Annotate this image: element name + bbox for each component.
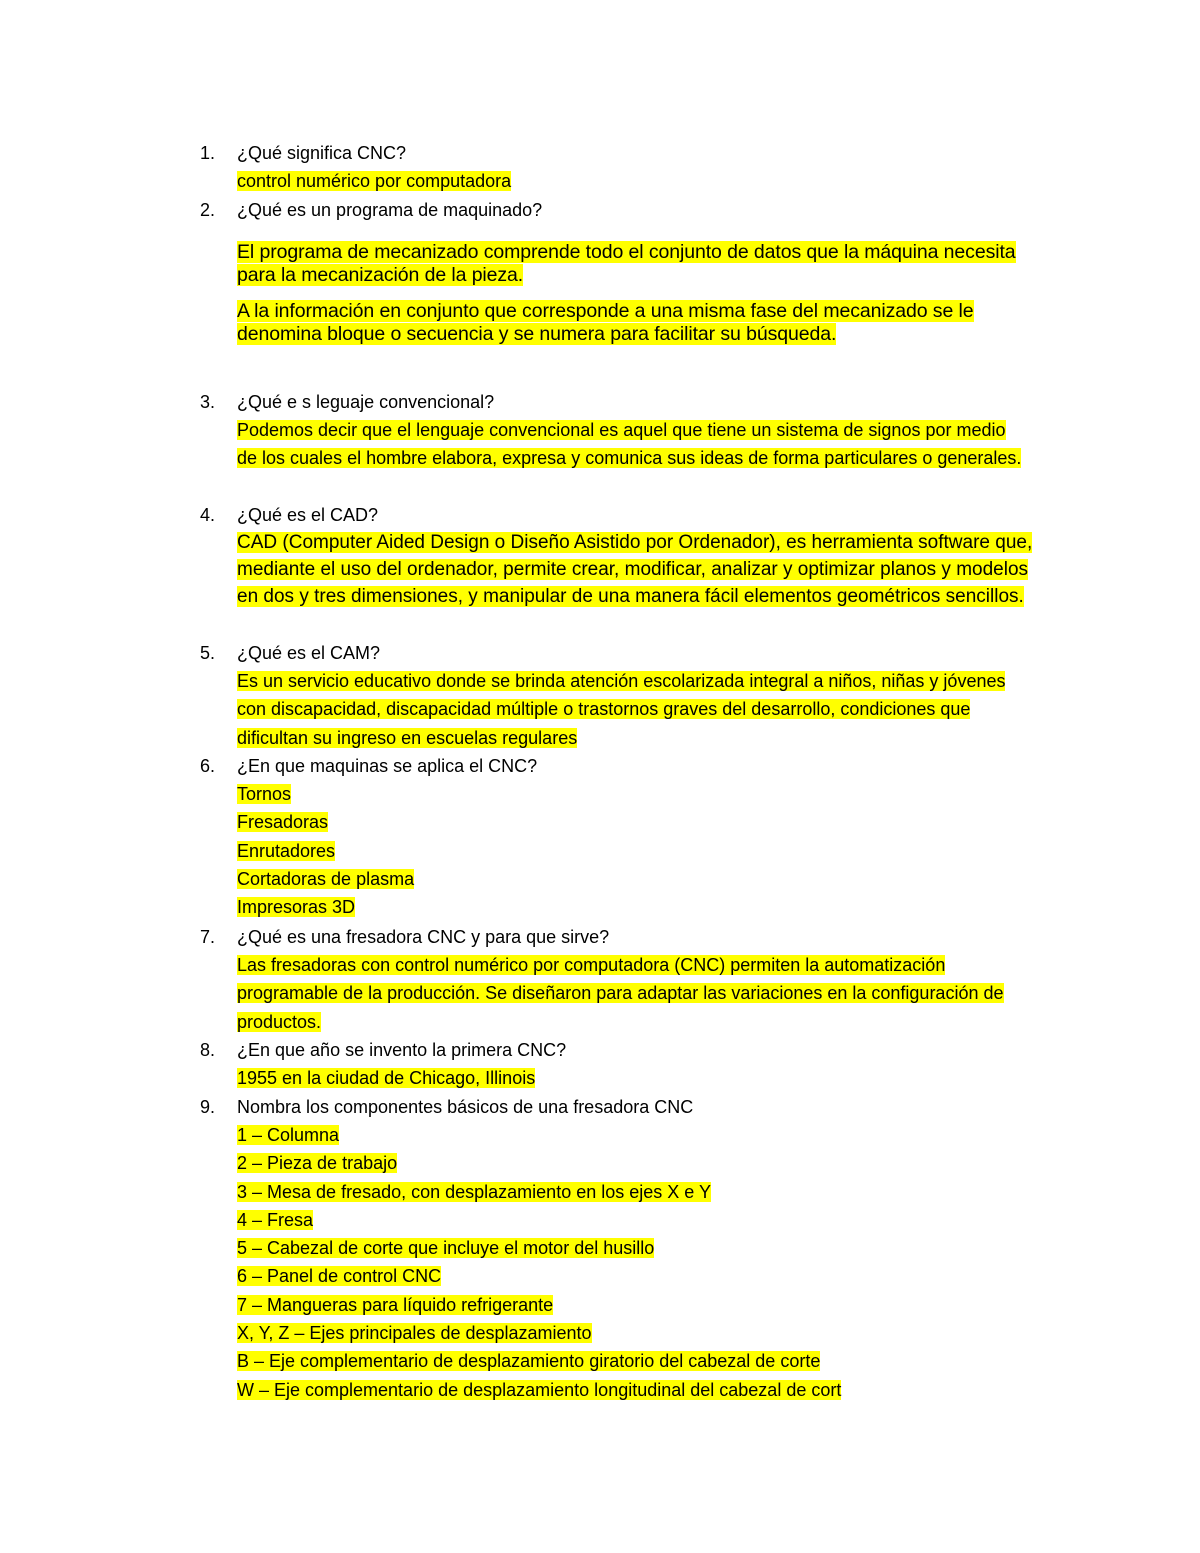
answer-text	[237, 167, 1037, 195]
item-number: 7.	[200, 927, 216, 947]
question-text: Nombra los componentes básicos de una fresadora CNC	[237, 1097, 694, 1117]
item-number: 5.	[200, 643, 216, 663]
list-entry: Cortadoras de plasma	[237, 868, 415, 889]
component-entry: 1 – Columna	[237, 1125, 340, 1145]
answer-list	[237, 780, 1037, 921]
list-entry: Tornos	[237, 784, 292, 804]
answer-list	[237, 1121, 1037, 1404]
item-number: 2.	[200, 200, 216, 220]
component-entry: 5 – Cabezal de corte que incluye el motor del husillo	[237, 1238, 655, 1259]
component-entry: 3 – Mesa de fresado, con desplazamiento en los ejes X e Y	[237, 1181, 711, 1202]
answer-text	[237, 667, 1027, 752]
answer-paragraph: Es un servicio educativo donde se brinda atención escolarizada integral a niños, niñas y jóvenes con discapacidad, discapacidad múltiple o trastornos graves del desarrollo, condiciones que dificultan su ingreso en escuelas regulares	[237, 671, 1006, 748]
component-entry: 7 – Mangueras para líquido refrigerante	[237, 1294, 554, 1315]
component-entry: 4 – Fresa	[237, 1209, 314, 1230]
component-entry: 2 – Pieza de trabajo	[237, 1153, 398, 1174]
answer-text	[237, 241, 1037, 346]
item-number: 6.	[200, 756, 216, 776]
list-entry: Fresadoras	[237, 812, 329, 833]
answer-paragraph: Las fresadoras con control numérico por computadora (CNC) permiten la automatización programable de la producción. Se diseñaron para adaptar las variaciones en la configuración de productos.	[237, 955, 1004, 1032]
answer-text	[237, 1064, 1037, 1092]
question-text: ¿Qué es el CAD?	[237, 505, 379, 525]
answer-text	[237, 530, 1037, 610]
item-number: 3.	[200, 392, 216, 412]
question-text: ¿Qué e s leguaje convencional?	[237, 392, 495, 412]
item-number: 4.	[200, 505, 216, 525]
component-entry: W – Eje complementario de desplazamiento longitudinal del cabezal de cort	[237, 1379, 842, 1400]
question-text: ¿Qué significa CNC?	[237, 143, 407, 163]
answer-line: 1955 en la ciudad de Chicago, Illinois	[237, 1068, 536, 1088]
component-entry: X, Y, Z – Ejes principales de desplazamiento	[237, 1323, 592, 1344]
question-text: ¿En que año se invento la primera CNC?	[237, 1040, 567, 1060]
answer-paragraph: A la información en conjunto que corresponde a una misma fase del mecanizado se le denomina bloque o secuencia y se numera para facilitar su búsqueda.	[237, 300, 974, 345]
answer-text	[237, 951, 1027, 1036]
list-entry: Impresoras 3D	[237, 897, 356, 918]
component-entry: B – Eje complementario de desplazamiento giratorio del cabezal de corte	[237, 1351, 821, 1372]
question-text: ¿Qué es el CAM?	[237, 643, 381, 663]
item-number: 1.	[200, 143, 216, 163]
list-entry: Enrutadores	[237, 840, 336, 861]
component-entry: 6 – Panel de control CNC	[237, 1266, 442, 1287]
question-text: ¿Qué es una fresadora CNC y para que sirve?	[237, 927, 610, 947]
question-text: ¿En que maquinas se aplica el CNC?	[237, 756, 538, 776]
answer-line: control numérico por computadora	[237, 171, 512, 191]
item-number: 8.	[200, 1040, 216, 1060]
answer-text	[237, 416, 1027, 473]
item-number: 9.	[200, 1097, 216, 1117]
question-text: ¿Qué es un programa de maquinado?	[237, 200, 543, 220]
answer-paragraph: El programa de mecanizado comprende todo el conjunto de datos que la máquina necesita para la mecanización de la pieza.	[237, 241, 1016, 286]
answer-paragraph: Podemos decir que el lenguaje convencional es aquel que tiene un sistema de signos por medio de los cuales el hombre elabora, expresa y comunica sus ideas de forma particulares o generales.	[237, 420, 1022, 469]
answer-paragraph: CAD (Computer Aided Design o Diseño Asistido por Ordenador), es herramienta software que, mediante el uso del ordenador, permite crear, modificar, analizar y optimizar planos y modelos en dos y tres dimensiones, y manipular de una manera fácil elementos geométricos sencillos.	[237, 532, 1033, 607]
